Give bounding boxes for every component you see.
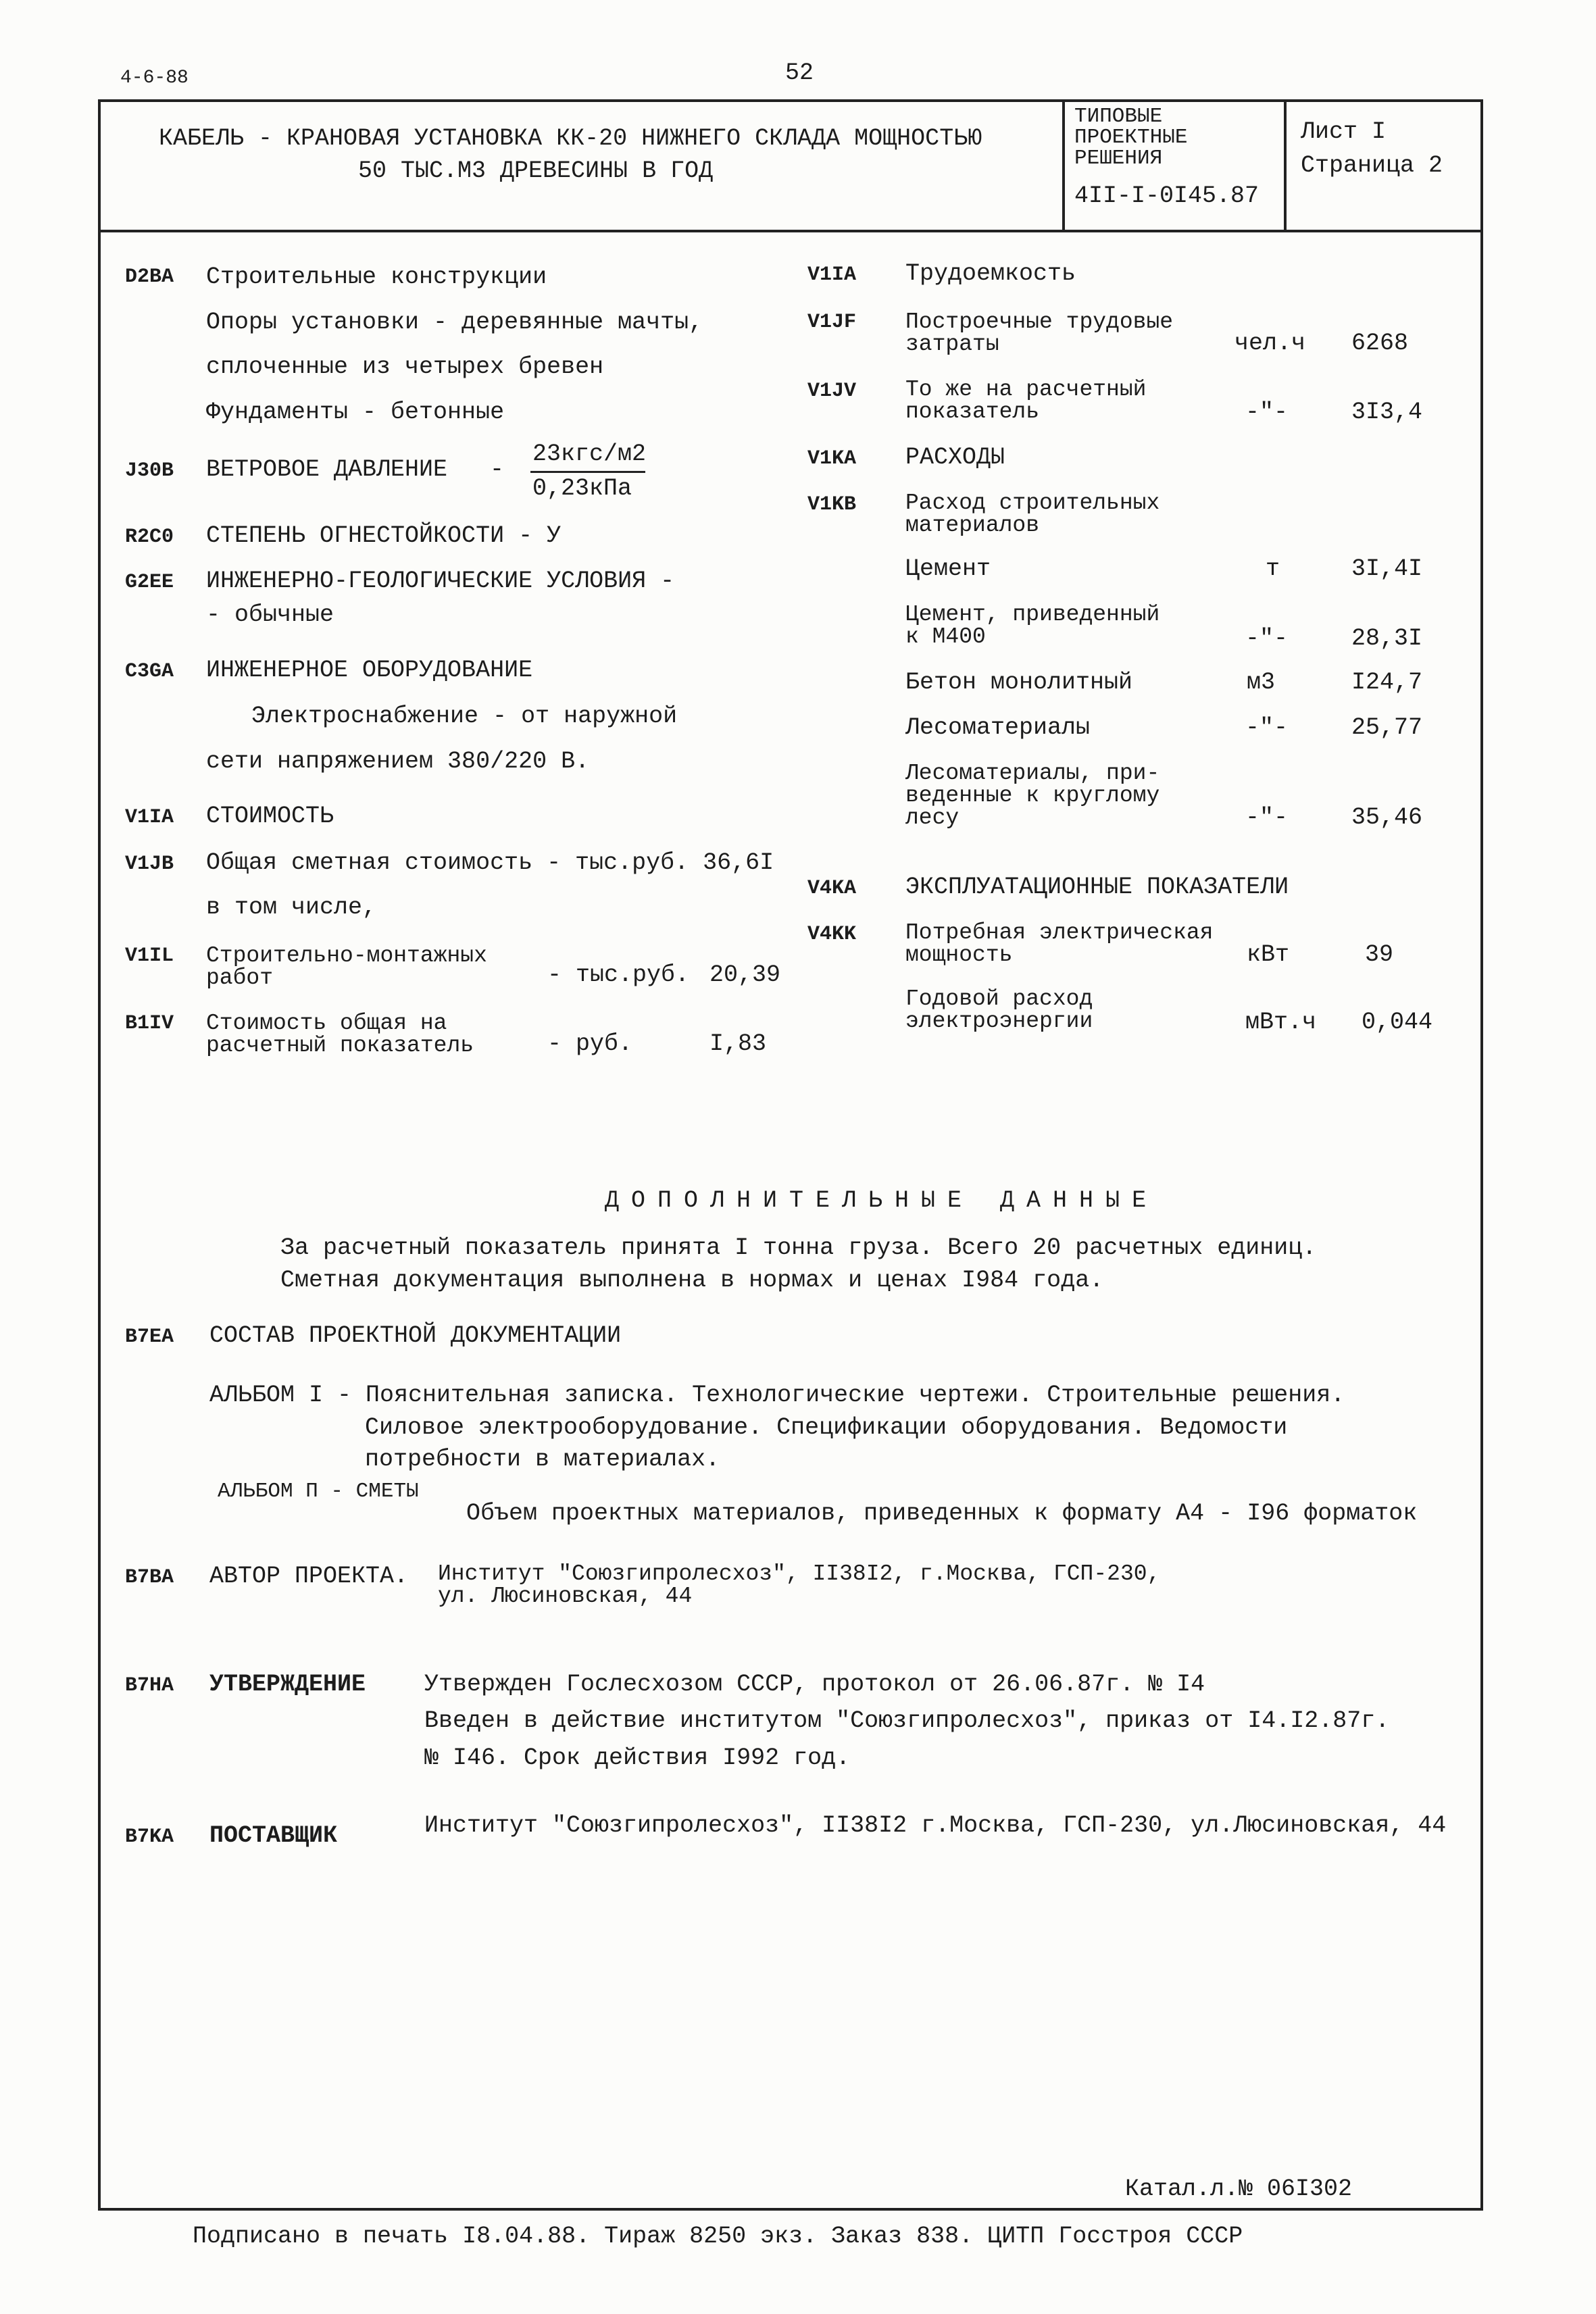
fire-resistance: СТЕПЕНЬ ОГНЕСТОЙКОСТИ - У — [206, 522, 562, 549]
wind-pressure-kpa: 0,23кПа — [532, 475, 632, 502]
labor-costs-value: 6268 — [1351, 330, 1409, 357]
geology-line2: - обычные — [206, 601, 334, 628]
code-b1iv: B1IV — [125, 1012, 174, 1035]
additional-data-title: ДОПОЛНИТЕЛЬНЫЕ ДАННЫЕ — [605, 1187, 1159, 1214]
total-cost: Общая сметная стоимость - тыс.руб. 36,6I — [206, 849, 774, 876]
power-unit: кВт — [1247, 941, 1290, 968]
structures-title: Строительные конструкции — [206, 263, 547, 291]
code-b7ha: B7HA — [125, 1674, 174, 1697]
code-v1jb: V1JB — [125, 853, 174, 876]
supplier-text: Институт "Союзгипролесхоз", II38I2 г.Москва, ГСП-230, ул.Люсиновская, 44 — [424, 1812, 1447, 1839]
cost-per-indicator-value: I,83 — [709, 1030, 767, 1057]
concrete-label: Бетон монолитный — [905, 669, 1133, 696]
code-v1ka: V1KA — [807, 447, 857, 470]
cost-per-indicator-label: Стоимость общая на расчетный показатель — [206, 1011, 474, 1058]
volume-line: Объем проектных материалов, приведенных к формату А4 - I96 форматок — [466, 1500, 1418, 1527]
timber-label: Лесоматериалы — [905, 714, 1091, 741]
labor-costs-unit: чел.ч — [1235, 330, 1306, 357]
construction-works-label: Строительно-монтажных работ — [206, 943, 487, 990]
code-v1jv: V1JV — [807, 380, 857, 403]
code-v4kk: V4KK — [807, 923, 857, 946]
code-b7ka: B7KA — [125, 1826, 174, 1848]
engineering-equipment-title: ИНЖЕНЕРНОЕ ОБОРУДОВАНИЕ — [206, 657, 533, 684]
concrete-unit: м3 — [1247, 669, 1276, 696]
typical-solutions-label: ТИПОВЫЕ ПРОЕКТНЫЕ РЕШЕНИЯ — [1074, 105, 1188, 170]
cost-per-indicator-unit: - руб. — [547, 1030, 633, 1057]
cement-label: Цемент — [905, 555, 991, 582]
materials-label: Расход строительных материалов — [905, 491, 1160, 538]
timber-value: 25,77 — [1351, 714, 1423, 741]
timber-round-unit: -"- — [1245, 804, 1289, 831]
album1-line2: Силовое электрооборудование. Спецификации оборудования. Ведомости — [365, 1414, 1288, 1441]
code-v1jf: V1JF — [807, 311, 857, 334]
timber-round-value: 35,46 — [1351, 804, 1423, 831]
supports-line2: сплоченные из четырех бревен — [206, 353, 604, 380]
wind-pressure-kgf: 23кгс/м2 — [532, 441, 647, 468]
cement-m400-value: 28,3I — [1351, 625, 1423, 652]
author-text: Институт "Союзгипролесхоз", II38I2, г.Москва, ГСП-230, ул. Люсиновская, 44 — [438, 1561, 1161, 1609]
energy-value: 0,044 — [1362, 1009, 1433, 1036]
code-j30b: J30B — [125, 459, 174, 482]
code-d2ba: D2BA — [125, 266, 174, 288]
header-vdivider-1 — [1062, 99, 1065, 230]
page-label: Страница 2 — [1301, 152, 1443, 179]
cement-m400-unit: -"- — [1245, 625, 1289, 652]
timber-unit: -"- — [1245, 714, 1289, 741]
code-v1ia-left: V1IA — [125, 806, 174, 829]
fraction-line — [530, 471, 645, 473]
code-b7ea: B7EA — [125, 1326, 174, 1349]
print-footer: Подписано в печать I8.04.88. Тираж 8250 экз. Заказ 838. ЦИТП Госстроя СССР — [193, 2223, 1243, 2250]
geology-line1: ИНЖЕНЕРНО-ГЕОЛОГИЧЕСКИЕ УСЛОВИЯ - — [206, 568, 675, 595]
sheet-number: Лист I — [1301, 118, 1387, 145]
approval-label: УТВЕРЖДЕНИЕ — [209, 1671, 366, 1698]
code-g2ee: G2EE — [125, 571, 174, 594]
wind-pressure-dash: - — [490, 456, 505, 483]
timber-round-label: Лесоматериалы, при- веденные к круглому лесу — [905, 761, 1160, 830]
cement-value: 3I,4I — [1351, 555, 1423, 582]
construction-works-unit: - тыс.руб. — [547, 961, 690, 988]
power-supply-line2: сети напряжением 380/220 В. — [206, 748, 590, 775]
energy-unit: мВт.ч — [1245, 1009, 1317, 1036]
approval-line1: Утвержден Гослесхозом СССР, протокол от 26.06.87г. № I4 — [424, 1671, 1205, 1698]
document-code: 4-6-88 — [120, 68, 189, 89]
labor-costs-label: Построечные трудовые затраты — [905, 309, 1174, 357]
code-v4ka: V4KA — [807, 877, 857, 900]
header-title-line1: КАБЕЛЬ - КРАНОВАЯ УСТАНОВКА КК-20 НИЖНЕГО СКЛАДА МОЩНОСТЬЮ — [159, 125, 982, 152]
album1-line1: АЛЬБОМ I - Пояснительная записка. Технологические чертежи. Строительные решения. — [209, 1382, 1345, 1409]
cement-m400-label: Цемент, приведенный к М400 — [905, 602, 1160, 649]
author-label: АВТОР ПРОЕКТА. — [209, 1563, 409, 1590]
cost-title: СТОИМОСТЬ — [206, 803, 334, 830]
additional-line1: За расчетный показатель принята I тонна груза. Всего 20 расчетных единиц. — [280, 1234, 1317, 1261]
expenses-title: РАСХОДЫ — [905, 444, 1005, 471]
cement-unit: т — [1266, 555, 1280, 582]
power-value: 39 — [1365, 941, 1394, 968]
including: в том числе, — [206, 894, 377, 921]
foundations: Фундаменты - бетонные — [206, 399, 505, 426]
typical-number: 4II-I-0I45.87 — [1074, 182, 1260, 209]
catalog-number: Катал.л.№ 06I302 — [1125, 2175, 1353, 2203]
labor-per-indicator-value: 3I3,4 — [1351, 399, 1423, 426]
labor-per-indicator-unit: -"- — [1245, 399, 1289, 426]
operational-title: ЭКСПЛУАТАЦИОННЫЕ ПОКАЗАТЕЛИ — [905, 874, 1289, 901]
approval-line2: Введен в действие институтом "Союзгипролесхоз", приказ от I4.I2.87г. — [424, 1707, 1390, 1734]
additional-line2: Сметная документация выполнена в нормах и ценах I984 года. — [280, 1267, 1104, 1294]
supports-line1: Опоры установки - деревянные мачты, — [206, 309, 703, 336]
wind-pressure-label: ВЕТРОВОЕ ДАВЛЕНИЕ — [206, 456, 448, 483]
power-supply-line1: Электроснабжение - от наружной — [251, 703, 678, 730]
album2: АЛЬБОМ П - СМЕТЫ — [218, 1480, 419, 1503]
construction-works-value: 20,39 — [709, 961, 781, 988]
header-vdivider-2 — [1284, 99, 1287, 230]
code-c3ga: C3GA — [125, 660, 174, 683]
header-title-line2: 50 ТЫС.М3 ДРЕВЕСИНЫ В ГОД — [358, 157, 714, 184]
code-r2c0: R2C0 — [125, 526, 174, 549]
code-b7ba: B7BA — [125, 1566, 174, 1589]
approval-line3: № I46. Срок действия I992 год. — [424, 1744, 851, 1771]
power-label: Потребная электрическая мощность — [905, 920, 1214, 967]
code-v1il: V1IL — [125, 945, 174, 967]
album1-line3: потребности в материалах. — [365, 1446, 720, 1473]
labor-per-indicator-label: То же на расчетный показатель — [905, 377, 1147, 424]
concrete-value: I24,7 — [1351, 669, 1423, 696]
code-v1kb: V1KB — [807, 493, 857, 516]
energy-label: Годовой расход электроэнергии — [905, 986, 1093, 1034]
supplier-label: ПОСТАВЩИК — [209, 1822, 338, 1849]
header-divider — [98, 230, 1483, 232]
labor-title: Трудоемкость — [905, 260, 1076, 287]
code-v1ia-right: V1IA — [807, 263, 857, 286]
page-number: 52 — [785, 59, 814, 86]
documentation-title: СОСТАВ ПРОЕКТНОЙ ДОКУМЕНТАЦИИ — [209, 1322, 622, 1349]
